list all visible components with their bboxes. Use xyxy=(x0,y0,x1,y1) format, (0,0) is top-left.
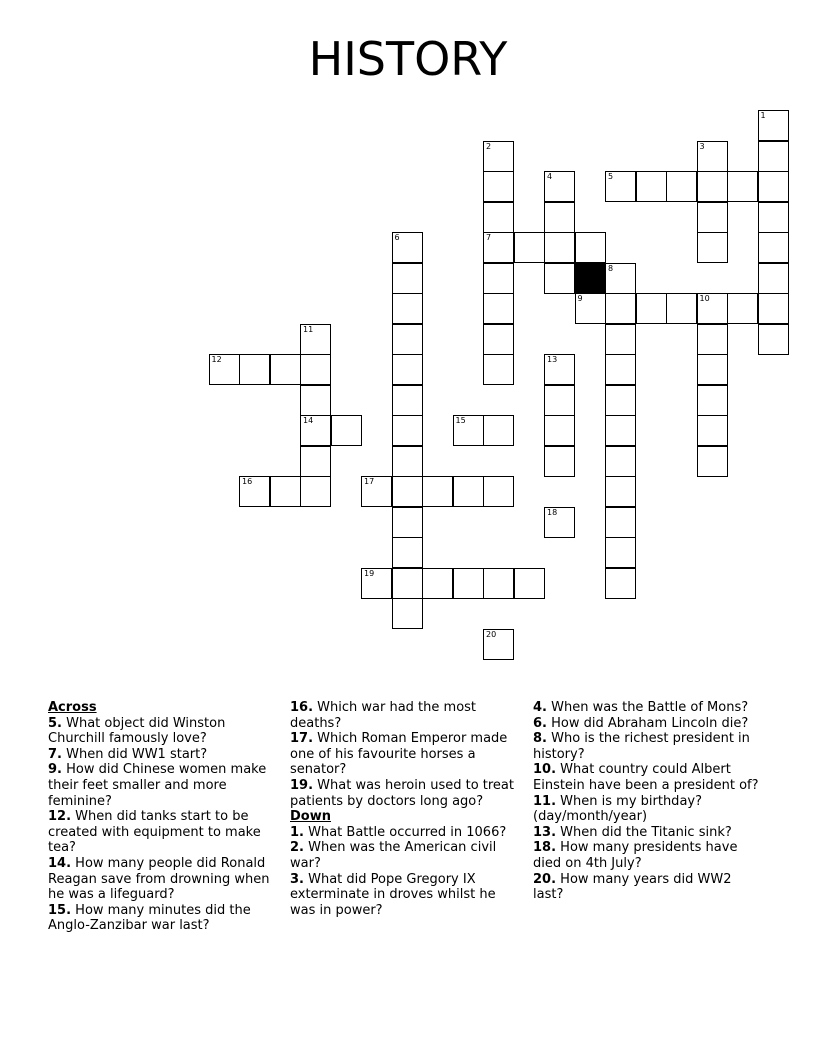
clue-item-number: 17. xyxy=(290,731,314,747)
clue-number: 9 xyxy=(577,294,583,303)
clue-item xyxy=(533,731,765,762)
grid-cell[interactable] xyxy=(270,354,301,385)
clue-item-text: How many minutes did the Anglo-Zanzibar war last? xyxy=(48,902,251,934)
clue-item xyxy=(533,825,765,841)
clue-item-text: How did Abraham Lincoln die? xyxy=(551,715,749,731)
grid-cell[interactable] xyxy=(697,324,728,355)
grid-cell[interactable] xyxy=(331,415,362,446)
clue-number: 10 xyxy=(699,294,710,303)
grid-cell[interactable] xyxy=(697,446,728,477)
grid-cell[interactable] xyxy=(392,385,423,416)
grid-cell[interactable] xyxy=(361,568,392,599)
clue-item-number: 20. xyxy=(533,871,557,887)
grid-cell[interactable] xyxy=(483,293,514,324)
grid-cell[interactable] xyxy=(727,293,758,324)
clue-item-text: What was heroin used to treat patients by doctors long ago? xyxy=(290,777,514,809)
grid-cell[interactable] xyxy=(392,324,423,355)
clue-item xyxy=(290,731,522,778)
clue-number: 4 xyxy=(547,172,553,181)
grid-cell[interactable] xyxy=(300,415,331,446)
clue-item-number: 13. xyxy=(533,824,557,840)
grid-cell[interactable] xyxy=(544,354,575,385)
grid-cell[interactable] xyxy=(483,232,514,263)
grid-cell[interactable] xyxy=(483,324,514,355)
grid-cell[interactable] xyxy=(483,202,514,233)
clue-item-text: How many years did WW2 last? xyxy=(533,871,732,903)
clue-item xyxy=(533,840,765,871)
grid-cell[interactable] xyxy=(483,171,514,202)
clue-item xyxy=(290,778,522,809)
grid-cell[interactable] xyxy=(758,202,789,233)
grid-cell[interactable] xyxy=(605,476,636,507)
clue-item-number: 19. xyxy=(290,777,314,793)
clue-item xyxy=(48,809,280,856)
clue-number: 2 xyxy=(486,141,492,151)
grid-cell[interactable] xyxy=(300,476,331,507)
clue-item-text: How many people did Ronald Reagan save from drowning when he was a lifeguard? xyxy=(48,855,270,903)
grid-cell[interactable] xyxy=(605,537,636,568)
clue-item xyxy=(290,700,522,731)
grid-cell[interactable] xyxy=(544,446,575,477)
puzzle-title: HISTORY xyxy=(308,32,508,86)
clue-number: 7 xyxy=(486,233,492,242)
grid-cell[interactable] xyxy=(575,232,606,263)
grid-cell[interactable] xyxy=(392,415,423,446)
clue-item xyxy=(533,716,765,732)
grid-cell[interactable] xyxy=(758,171,789,202)
grid-cell[interactable] xyxy=(392,537,423,568)
grid-cell[interactable] xyxy=(758,293,789,324)
grid-cell[interactable] xyxy=(392,263,423,294)
grid-cell[interactable] xyxy=(697,293,728,324)
grid-cell[interactable] xyxy=(392,507,423,538)
clue-item-text: Which Roman Emperor made one of his favourite horses a senator? xyxy=(290,731,508,778)
grid-cell[interactable] xyxy=(483,263,514,294)
grid-cell[interactable] xyxy=(514,232,545,263)
grid-cell[interactable] xyxy=(666,171,697,202)
grid-cell[interactable] xyxy=(636,171,667,202)
clue-item xyxy=(48,903,280,934)
grid-cell[interactable] xyxy=(605,354,636,385)
grid-cell[interactable] xyxy=(300,354,331,385)
grid-cell[interactable] xyxy=(392,568,423,599)
clue-item-number: 2. xyxy=(290,840,304,856)
grid-cell[interactable] xyxy=(697,202,728,233)
grid-cell[interactable] xyxy=(758,263,789,294)
grid-cell[interactable] xyxy=(483,141,514,172)
grid-cell[interactable] xyxy=(758,232,789,263)
clue-number: 5 xyxy=(608,172,614,181)
clue-item-number: 3. xyxy=(290,871,304,887)
grid-cell[interactable] xyxy=(544,263,575,294)
clue-item-text: How many presidents have died on 4th July? xyxy=(533,840,738,871)
across-heading: Across xyxy=(48,700,97,715)
grid-cell[interactable] xyxy=(605,385,636,416)
grid-cell[interactable] xyxy=(544,232,575,263)
grid-cell[interactable] xyxy=(758,141,789,172)
grid-cell[interactable] xyxy=(697,232,728,263)
clue-item-number: 5. xyxy=(48,715,62,731)
grid-cell[interactable] xyxy=(422,568,453,599)
grid-cell[interactable] xyxy=(605,507,636,538)
clue-item-number: 18. xyxy=(533,840,557,856)
grid-cell[interactable] xyxy=(544,171,575,202)
clue-number: 14 xyxy=(303,416,314,425)
grid-cell[interactable] xyxy=(544,202,575,233)
grid-cell[interactable] xyxy=(392,598,423,629)
grid-cell[interactable] xyxy=(605,263,636,294)
grid-cell[interactable] xyxy=(666,293,697,324)
clue-item-text: What did Pope Gregory IX exterminate in droves whilst he was in power? xyxy=(290,871,496,918)
grid-cell[interactable] xyxy=(483,415,514,446)
grid-cell[interactable] xyxy=(483,629,514,660)
clue-item-text: What object did Winston Churchill famously love? xyxy=(48,715,226,747)
grid-cell[interactable] xyxy=(636,293,667,324)
grid-cell[interactable] xyxy=(392,446,423,477)
grid-cell[interactable] xyxy=(392,293,423,324)
clue-item-number: 10. xyxy=(533,762,557,778)
clue-item xyxy=(290,840,522,871)
clue-number: 19 xyxy=(364,568,375,578)
grid-cell[interactable] xyxy=(239,476,270,507)
grid-cell[interactable] xyxy=(392,232,423,263)
grid-cell[interactable] xyxy=(605,293,636,324)
grid-cell[interactable] xyxy=(697,171,728,202)
grid-cell[interactable] xyxy=(392,476,423,507)
clue-item-number: 7. xyxy=(48,746,62,762)
grid-cell[interactable] xyxy=(392,354,423,385)
clue-item xyxy=(533,700,765,716)
clue-item-number: 4. xyxy=(533,700,547,715)
clue-number: 18 xyxy=(547,507,558,517)
grid-cell[interactable] xyxy=(544,507,575,538)
clue-column-3 xyxy=(533,700,765,903)
clue-number: 17 xyxy=(364,477,375,486)
clue-number: 15 xyxy=(455,416,466,425)
clue-item-text: What country could Albert Einstein have been a president of? xyxy=(533,762,759,793)
clue-item-number: 1. xyxy=(290,824,304,840)
grid-cell[interactable] xyxy=(758,110,789,141)
clue-item xyxy=(48,747,280,763)
clue-column-1 xyxy=(48,700,280,934)
clue-item xyxy=(48,716,280,747)
clue-item xyxy=(533,794,765,825)
grid-cell[interactable] xyxy=(544,415,575,446)
grid-cell[interactable] xyxy=(483,476,514,507)
clue-item xyxy=(533,872,765,903)
clue-item-text: Who is the richest president in history? xyxy=(533,731,750,762)
grid-cell[interactable] xyxy=(727,171,758,202)
clue-item-number: 16. xyxy=(290,700,314,715)
grid-cell[interactable] xyxy=(697,354,728,385)
clue-number: 20 xyxy=(486,629,497,639)
clue-item-text: When was the American civil war? xyxy=(290,840,497,871)
grid-cell[interactable] xyxy=(453,568,484,599)
grid-cell[interactable] xyxy=(300,385,331,416)
clue-number: 8 xyxy=(608,263,614,273)
clue-item-text: When was the Battle of Mons? xyxy=(551,700,749,715)
grid-cell[interactable] xyxy=(575,293,606,324)
grid-cell[interactable] xyxy=(605,568,636,599)
clue-item-number: 15. xyxy=(48,902,72,918)
grid-cell[interactable] xyxy=(483,354,514,385)
grid-cell[interactable] xyxy=(697,141,728,172)
clue-number: 12 xyxy=(211,355,222,364)
clue-item-text: Which war had the most deaths? xyxy=(290,700,477,731)
grid-cell[interactable] xyxy=(544,385,575,416)
clue-item-number: 6. xyxy=(533,715,547,731)
clue-number: 16 xyxy=(242,477,253,486)
clue-item-number: 8. xyxy=(533,731,547,747)
clue-item-text: When did WW1 start? xyxy=(66,746,208,762)
grid-cell[interactable] xyxy=(361,476,392,507)
clue-item xyxy=(290,872,522,919)
grid-cell[interactable] xyxy=(453,415,484,446)
grid-cell[interactable] xyxy=(453,476,484,507)
clue-column-2 xyxy=(290,700,522,918)
clue-item xyxy=(290,825,522,841)
clue-item-number: 14. xyxy=(48,855,72,871)
grid-cell[interactable] xyxy=(605,446,636,477)
clue-item-number: 11. xyxy=(533,793,557,809)
clue-item-text: When is my birthday? (day/month/year) xyxy=(533,793,702,825)
clue-number: 3 xyxy=(699,141,705,151)
clue-number: 13 xyxy=(547,355,558,364)
grid-cell[interactable] xyxy=(605,415,636,446)
grid-cell[interactable] xyxy=(300,324,331,355)
grid-cell[interactable] xyxy=(209,354,240,385)
clue-item-number: 12. xyxy=(48,809,72,825)
grid-cell[interactable] xyxy=(239,354,270,385)
clue-item xyxy=(48,856,280,903)
clue-item-number: 9. xyxy=(48,762,62,778)
grid-cell[interactable] xyxy=(300,446,331,477)
grid-cell[interactable] xyxy=(483,568,514,599)
clue-item-text: When did tanks start to be created with equipment to make tea? xyxy=(48,809,261,856)
grid-cell[interactable] xyxy=(758,324,789,355)
grid-cell[interactable] xyxy=(605,171,636,202)
clue-number: 1 xyxy=(760,111,766,120)
clue-item xyxy=(533,762,765,793)
grid-cell[interactable] xyxy=(270,476,301,507)
clue-item-text: When did the Titanic sink? xyxy=(560,824,732,840)
clue-number: 11 xyxy=(303,324,314,334)
grid-cell[interactable] xyxy=(697,415,728,446)
clue-item-text: What Battle occurred in 1066? xyxy=(308,824,507,840)
grid-cell[interactable] xyxy=(422,476,453,507)
down-heading: Down xyxy=(290,809,331,825)
clue-item-text: How did Chinese women make their feet smaller and more feminine? xyxy=(48,762,267,809)
grid-block-cell xyxy=(575,263,606,294)
grid-cell[interactable] xyxy=(697,385,728,416)
grid-cell[interactable] xyxy=(605,324,636,355)
grid-cell[interactable] xyxy=(514,568,545,599)
clue-item xyxy=(48,762,280,809)
clue-number: 6 xyxy=(394,233,400,242)
